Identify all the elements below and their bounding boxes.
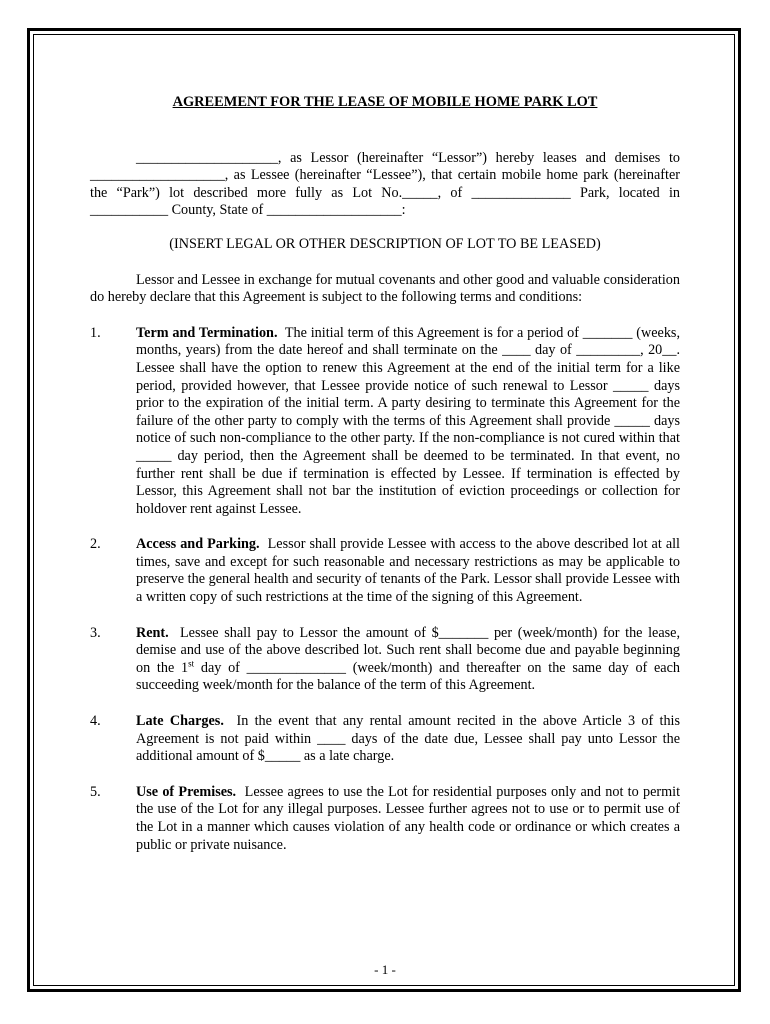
section-4: [90, 713, 680, 766]
document-page: [90, 94, 680, 872]
section-body: The initial term of this Agreement is for a period of _______ (weeks, months, years) from the date hereof and shall terminate on the ____ day of _________, 20__. Lessee shall have the option to renew this Agreement at the end of the initial term for a like period, provided however, that Lessee provide notice of such renewal to Lessor _____ days prior to the expiration of the initial term. A party desiring to terminate this Agreement for the failure of the other party to comply with the terms of this Agreement shall provide _____ days notice of such non-compliance to the other party. If the non-compliance is not cured within that _____ day period, then the Agreement shall be deemed to be terminated. In that event, no further rent shall be due if termination is effected by Lessee. If termination is effected by Lessor, this Agreement shall not bar the institution of eviction proceedings or collection for holdover rent against Lessee.: [136, 324, 680, 517]
section-heading: Use of Premises.: [136, 783, 237, 800]
section-heading: Rent.: [136, 624, 169, 641]
section-body: Lessee agrees to use the Lot for residential purposes only and not to permit the use of the Lot for any illegal purposes. Lessee further agrees not to use or to permit use of the Lot in a manner which causes violation of any health code or ordinance or which creates a public or private nuisance.: [136, 783, 681, 853]
section-number: 1.: [90, 324, 101, 341]
recital-paragraph: Lessor and Lessee in exchange for mutual covenants and other good and valuable consideration do hereby declare that this Agreement is subject to the following terms and conditions:: [90, 271, 680, 306]
ordinal-suffix: st: [188, 658, 195, 669]
page-number: - 1 -: [374, 962, 396, 977]
section-body: Lessor shall provide Lessee with access to the above described lot at all times, save and except for such reasonable and necessary restrictions as may be applicable to preserve the general health and security of tenants of the Park. Lessor shall provide Lessee with a written copy of such restrictions at the time of the signing of this Agreement.: [136, 536, 680, 606]
section-text: [136, 784, 680, 854]
document-title: AGREEMENT FOR THE LEASE OF MOBILE HOME PARK LOT: [172, 94, 598, 110]
section-text: [136, 536, 680, 606]
section-number: 2.: [90, 536, 101, 553]
section-2: [90, 536, 680, 606]
section-text: [136, 325, 680, 519]
section-heading: Access and Parking.: [136, 536, 260, 553]
section-body: In the event that any rental amount recited in the above Article 3 of this Agreement is not paid within ____ days of the date due, Lessee shall pay unto Lessor the additional amount of $_____ as a late charge.: [136, 713, 681, 765]
section-body-part-a: Lessee shall pay to Lessor the amount of $_______ per (week/month) for the lease, demise and use of the above described lot. Such rent shall become due and payable beginning on the 1: [136, 624, 680, 676]
section-number: 4.: [90, 713, 101, 730]
section-1: [90, 325, 680, 519]
section-text: [136, 713, 680, 766]
intro-paragraph: ____________________, as Lessor (hereinafter “Lessor”) hereby leases and demises to ___________________, as Lessee (hereinafter “Lessee”), that certain mobile home park (hereinafter the “Park”) lot described more fully as Lot No._____, of ______________ Park, located in ___________ County, State of ___________________:: [90, 149, 680, 219]
section-number: 3.: [90, 624, 101, 641]
section-5: [90, 784, 680, 854]
section-number: 5.: [90, 783, 101, 800]
section-heading: Term and Termination.: [136, 324, 278, 341]
section-body-part-b: day of ______________ (week/month) and thereafter on the same day of each succeeding week/month for the balance of the term of this Agreement.: [136, 659, 680, 694]
section-3: [90, 625, 680, 695]
section-heading: Late Charges.: [136, 713, 224, 730]
section-text: [136, 625, 680, 695]
legal-description-placeholder: (INSERT LEGAL OR OTHER DESCRIPTION OF LOT TO BE LEASED): [169, 235, 601, 252]
